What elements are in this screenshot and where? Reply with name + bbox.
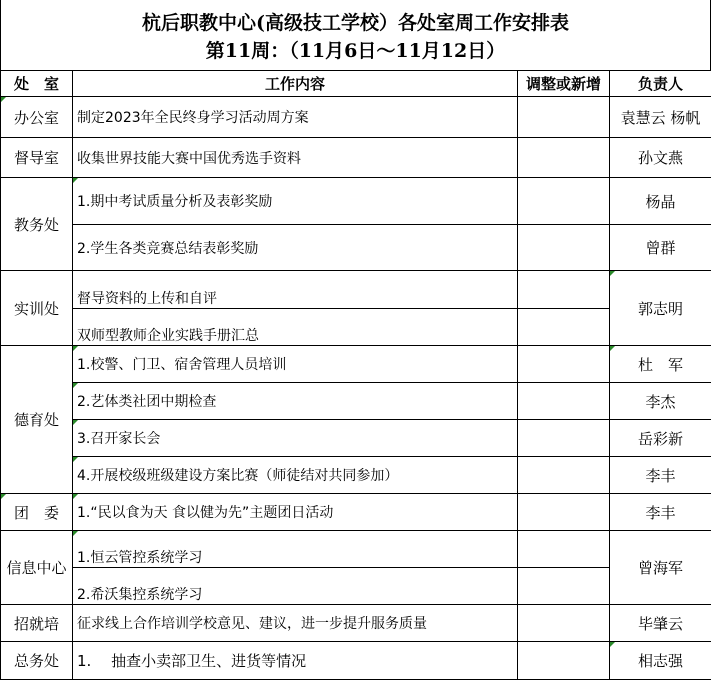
table-row — [1, 605, 711, 642]
task-cell[interactable] — [73, 271, 518, 309]
person-cell[interactable]: 袁慧云 杨帆 — [610, 97, 711, 138]
person-cell[interactable]: 孙文燕 — [610, 138, 711, 178]
title-block — [0, 0, 711, 70]
person-cell[interactable]: 曾海军 — [610, 531, 711, 605]
person-cell[interactable]: 毕肇云 — [610, 605, 711, 642]
adjust-cell[interactable] — [518, 97, 610, 138]
adjust-cell[interactable] — [518, 642, 610, 680]
dept-cell[interactable]: 招就培 — [1, 605, 73, 642]
person-cell[interactable]: 杜 军 — [610, 346, 711, 383]
task-cell[interactable]: 1.期中考试质量分析及表彰奖励 — [73, 178, 518, 225]
dept-cell[interactable]: 办公室 — [1, 97, 73, 138]
dept-cell[interactable]: 督导室 — [1, 138, 73, 178]
table-row — [1, 271, 711, 309]
task-cell[interactable]: 制定2023年全民终身学习活动周方案 — [73, 97, 518, 138]
table-row — [1, 225, 711, 271]
table-row — [1, 97, 711, 138]
header-content: 工作内容 — [73, 71, 518, 97]
adjust-cell[interactable] — [518, 605, 610, 642]
adjust-cell[interactable] — [518, 225, 610, 271]
task-cell[interactable] — [73, 309, 518, 346]
task-cell[interactable] — [73, 568, 518, 605]
task-cell[interactable]: 1.“民以食为天 食以健为先”主题团日活动 — [73, 494, 518, 531]
adjust-cell[interactable] — [518, 383, 610, 420]
person-cell[interactable]: 相志强 — [610, 642, 711, 680]
adjust-cell[interactable] — [518, 178, 610, 225]
sheet-title: 杭后职教中心(高级技工学校）各处室周工作安排表 — [1, 8, 710, 35]
adjust-cell[interactable] — [518, 271, 610, 309]
person-cell[interactable]: 曾群 — [610, 225, 711, 271]
task-cell[interactable]: 4.开展校级班级建设方案比赛（师徒结对共同参加） — [73, 457, 518, 494]
sheet-subtitle: 第11周：（11月6日～11月12日） — [1, 36, 710, 63]
header-adjust: 调整或新增 — [518, 71, 610, 97]
table-row — [1, 178, 711, 225]
table-row — [1, 568, 711, 605]
person-cell[interactable]: 杨晶 — [610, 178, 711, 225]
table-row — [1, 642, 711, 680]
table-row — [1, 420, 711, 457]
adjust-cell[interactable] — [518, 568, 610, 605]
task-cell[interactable]: 征求线上合作培训学校意见、建议，进一步提升服务质量 — [73, 605, 518, 642]
person-cell[interactable]: 郭志明 — [610, 271, 711, 346]
adjust-cell[interactable] — [518, 138, 610, 178]
adjust-cell[interactable] — [518, 494, 610, 531]
task-cell[interactable] — [73, 531, 518, 568]
table-row — [1, 346, 711, 383]
header-row — [1, 71, 711, 97]
person-cell[interactable]: 岳彩新 — [610, 420, 711, 457]
task-cell[interactable]: 1.校警、门卫、宿舍管理人员培训 — [73, 346, 518, 383]
table-row — [1, 383, 711, 420]
task-text: 双师型教师企业实践手册汇总 — [77, 328, 259, 344]
task-cell[interactable]: 2.艺体类社团中期检查 — [73, 383, 518, 420]
dept-cell[interactable]: 实训处 — [1, 271, 73, 346]
adjust-cell[interactable] — [518, 531, 610, 568]
table-row — [1, 494, 711, 531]
table-row — [1, 531, 711, 568]
task-cell[interactable]: 2.学生各类竞赛总结表彰奖励 — [73, 225, 518, 271]
task-cell[interactable]: 收集世界技能大赛中国优秀选手资料 — [73, 138, 518, 178]
header-dept: 处 室 — [1, 71, 73, 97]
dept-cell[interactable]: 总务处 — [1, 642, 73, 680]
adjust-cell[interactable] — [518, 420, 610, 457]
task-cell[interactable]: 1. 抽查小卖部卫生、进货等情况 — [73, 642, 518, 680]
dept-cell[interactable]: 教务处 — [1, 178, 73, 271]
schedule-table — [0, 70, 711, 680]
dept-cell[interactable]: 德育处 — [1, 346, 73, 494]
table-row — [1, 309, 711, 346]
header-person: 负责人 — [610, 71, 711, 97]
task-text: 1.恒云管控系统学习 — [77, 550, 202, 566]
task-text: 2.希沃集控系统学习 — [77, 587, 202, 603]
person-cell[interactable]: 李丰 — [610, 494, 711, 531]
adjust-cell[interactable] — [518, 346, 610, 383]
person-cell[interactable]: 李杰 — [610, 383, 711, 420]
dept-cell[interactable]: 团 委 — [1, 494, 73, 531]
task-cell[interactable]: 3.召开家长会 — [73, 420, 518, 457]
task-text: 督导资料的上传和自评 — [77, 291, 217, 307]
table-row — [1, 138, 711, 178]
adjust-cell[interactable] — [518, 309, 610, 346]
table-row — [1, 457, 711, 494]
dept-cell[interactable]: 信息中心 — [1, 531, 73, 605]
person-cell[interactable]: 李丰 — [610, 457, 711, 494]
adjust-cell[interactable] — [518, 457, 610, 494]
